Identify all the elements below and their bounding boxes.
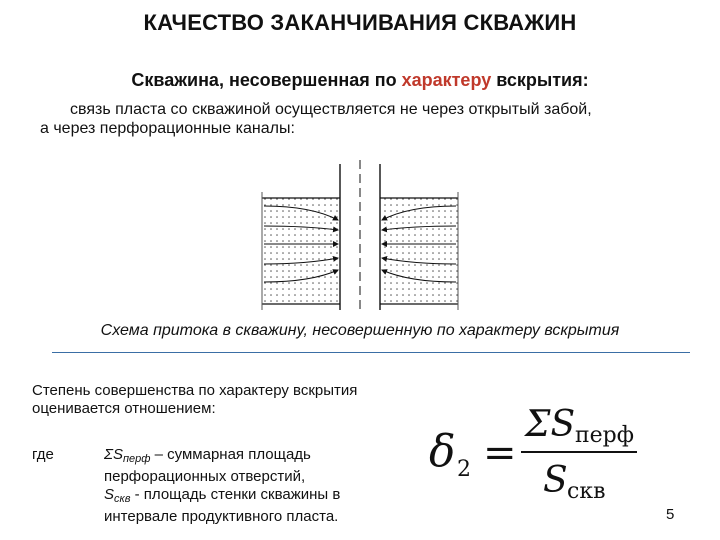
description (40, 100, 690, 138)
formula-equals: = (483, 430, 517, 476)
definitions (104, 446, 384, 526)
description-line2: а через перфорационные каналы: (40, 120, 295, 137)
formula-denominator-sub: скв (567, 479, 606, 504)
slide-subtitle (0, 70, 720, 91)
divider-line (52, 352, 690, 353)
degree-text: Степень совершенства по характеру вскрытия оценивается отношением: (32, 382, 358, 417)
reservoir-right (380, 198, 458, 304)
definition-perf (104, 446, 384, 486)
slide-title: КАЧЕСТВО ЗАКАНЧИВАНИЯ СКВАЖИН (143, 10, 577, 35)
diagram-caption: Схема притока в скважину, несовершенную по характеру вскрытия (100, 322, 620, 339)
formula-lhs-sub: 2 (457, 457, 471, 482)
subtitle-start: Скважина, несовершенная по (131, 70, 402, 90)
def1-symbol: ΣS (104, 446, 123, 463)
def2-text: - площадь стенки скважины в интервале продуктивного пласта. (104, 486, 341, 525)
reservoir-left (262, 198, 340, 304)
formula-numerator: ΣS (525, 404, 576, 445)
subtitle-highlight: характеру (401, 70, 492, 90)
page-number: 5 (666, 506, 675, 523)
description-line1: связь пласта со скважиной осуществляется не через открытый забой, (70, 101, 592, 118)
formula-numerator-sub: перф (575, 423, 634, 448)
def2-sub: скв (114, 493, 131, 505)
where-label: где (32, 446, 54, 463)
formula-lhs: δ (429, 426, 456, 477)
def2-symbol: S (104, 486, 115, 503)
def1-sub: перф (123, 453, 151, 465)
subtitle-end: вскрытия: (491, 70, 589, 90)
formula (425, 396, 645, 506)
formula-denominator: S (543, 460, 568, 501)
definition-well (104, 486, 384, 526)
well-inflow-diagram (256, 160, 466, 312)
def1-text: – суммарная площадь перфорационных отверстий, (104, 446, 311, 485)
